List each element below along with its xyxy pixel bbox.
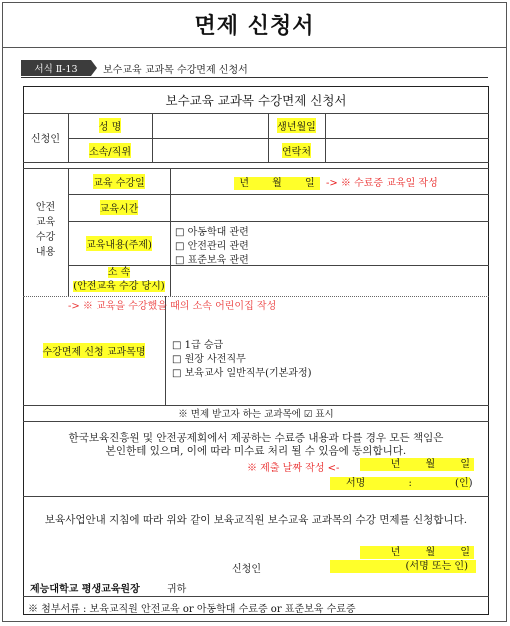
consent-date-field[interactable]: 년 월 일 xyxy=(360,458,474,471)
affiliation-label-cell xyxy=(68,138,152,162)
contact-field[interactable] xyxy=(326,139,488,161)
birth-label-cell xyxy=(268,113,325,138)
row-divider xyxy=(23,162,489,163)
submit-date-note: ※ 제출 날짜 작성 <- xyxy=(247,463,340,474)
director-preservice-checkbox[interactable]: □ 원장 사전직무 xyxy=(172,354,246,365)
consent-line-2: 본인한테 있으며, 이에 따라 미수료 처리 될 수 있음에 동의합니다. xyxy=(105,444,407,457)
org-label: 소 속 xyxy=(107,267,131,278)
content-label-cell xyxy=(68,221,170,265)
child-abuse-checkbox[interactable]: □ 아동학대 관련 xyxy=(175,227,249,238)
addressee-honorific: 귀하 xyxy=(167,584,187,595)
safety-label-line: 수강 xyxy=(35,232,56,243)
safety-label-line: 교육 xyxy=(35,217,56,228)
applicant-section-label: 신청인 xyxy=(31,134,60,145)
form-subtitle: 보수교육 교과목 수강면제 신청서 xyxy=(103,64,248,76)
row-divider xyxy=(23,596,489,597)
col-divider xyxy=(165,296,166,405)
teacher-general-checkbox[interactable]: □ 보육교사 일반직무(기본과정) xyxy=(172,368,312,379)
addressee: 제능대학교 평생교육원장 xyxy=(30,584,140,595)
birth-label: 생년월일 xyxy=(277,118,316,133)
org-field[interactable] xyxy=(171,266,488,295)
level1-promotion-checkbox[interactable]: □ 1급 승급 xyxy=(172,340,224,351)
standard-care-checkbox[interactable]: □ 표준보육 관련 xyxy=(175,255,249,266)
org-label-cell xyxy=(68,266,170,296)
affiliation-label: 소속/직위 xyxy=(89,143,131,158)
exempt-instruction: ※ 면제 받고자 하는 교과목에 ☑ 표시 xyxy=(178,409,334,420)
org-note: -> ※ 교육을 수강했을 때의 소속 어린이집 작성 xyxy=(68,301,277,312)
request-date-field[interactable]: 년 월 일 xyxy=(360,546,474,559)
request-applicant-label: 신청인 xyxy=(232,564,261,575)
request-sign-field[interactable]: (서명 또는 인) xyxy=(330,560,476,573)
form-title: 보수교육 교과목 수강면제 신청서 xyxy=(165,93,347,108)
safety-section-label xyxy=(23,200,68,260)
birth-field[interactable] xyxy=(326,114,488,137)
contact-label-cell xyxy=(268,138,325,162)
exempt-label-cell xyxy=(23,296,165,405)
name-label: 성 명 xyxy=(99,118,122,133)
course-date-label: 교육 수강일 xyxy=(93,174,144,189)
form-number-tag: 서식 Ⅱ-13 xyxy=(21,60,91,76)
course-date-note: -> ※ 수료증 교육일 작성 xyxy=(326,178,438,189)
course-date-field[interactable]: 년 월 일 xyxy=(234,177,320,190)
exempt-subject-label: 수강면제 신청 교과목명 xyxy=(43,343,146,358)
safety-label-line: 내용 xyxy=(35,247,56,258)
hours-label-cell xyxy=(68,194,170,221)
course-hours-label: 교육시간 xyxy=(100,200,139,215)
safety-management-checkbox[interactable]: □ 안전관리 관련 xyxy=(175,241,249,252)
row-divider xyxy=(23,496,489,497)
org-label-sub: (안전교육 수강 당시) xyxy=(73,281,165,292)
contact-label: 연락처 xyxy=(282,143,311,158)
form-tag-arrow xyxy=(91,60,97,76)
name-label-cell xyxy=(68,113,152,138)
page-title: 면제 신청서 xyxy=(2,2,507,48)
name-field[interactable] xyxy=(153,114,267,137)
row-divider xyxy=(23,421,489,422)
consent-sign-field[interactable]: 서명 : (인) xyxy=(330,477,470,490)
form-header-rule xyxy=(21,77,488,78)
course-hours-field[interactable] xyxy=(171,195,488,220)
request-statement: 보육사업안내 지침에 따라 위와 같이 보육교직원 보수교육 교과목의 수강 면제를 신청합니다. xyxy=(44,513,468,526)
course-content-label: 교육내용(주제) xyxy=(86,236,152,251)
date-label-cell xyxy=(68,168,170,194)
safety-label-line: 안전 xyxy=(35,202,56,213)
consent-line-1: 한국보육진흥원 및 안전공제회에서 제공하는 수료증 내용과 다를 경우 모든 책임은 xyxy=(68,431,444,444)
attachment-note: ※ 첨부서류 : 보육교직원 안전교육 or 아동학대 수료증 or 표준보육 수료증 xyxy=(28,604,356,615)
affiliation-field[interactable] xyxy=(153,139,267,161)
